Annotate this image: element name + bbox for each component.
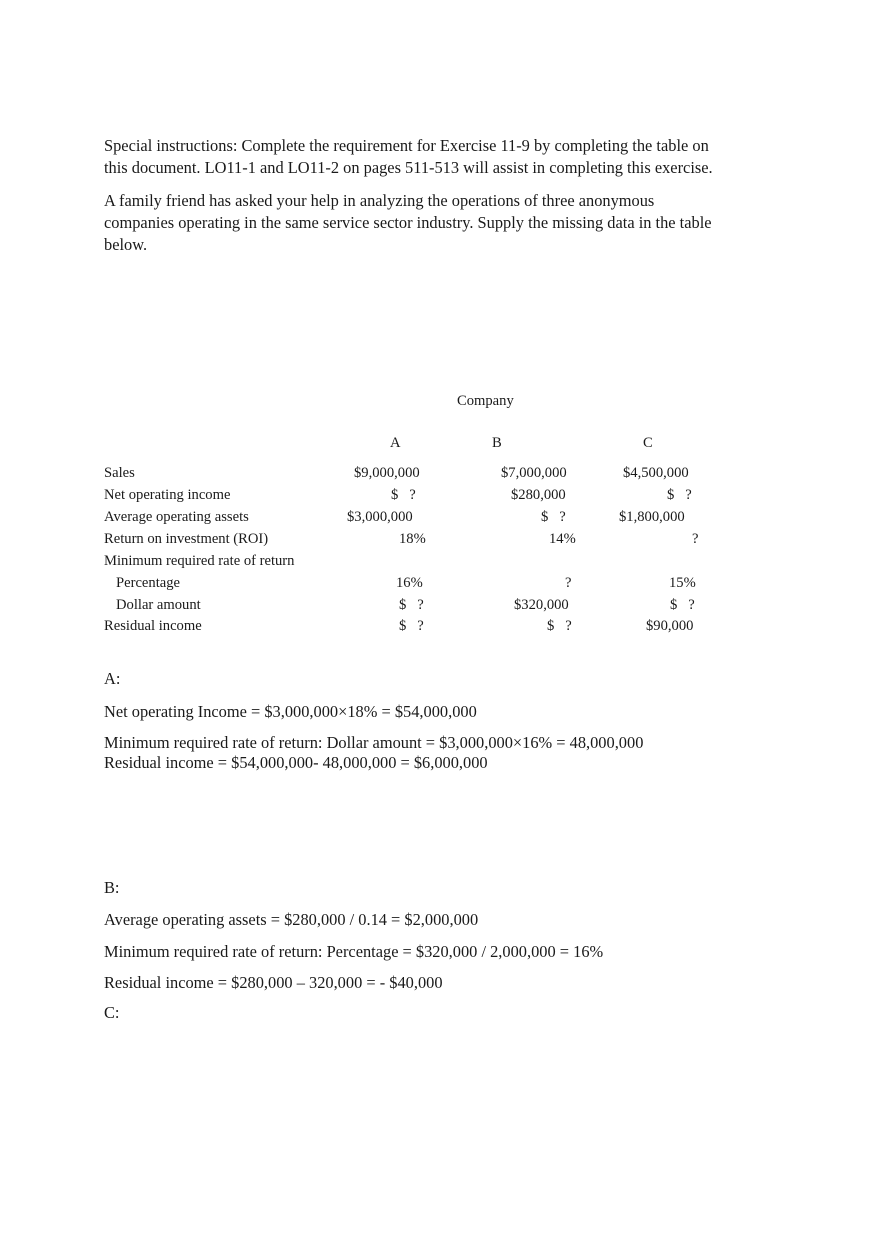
cell-a: 16%	[396, 575, 423, 591]
column-header-c: C	[643, 435, 653, 451]
instructions-line-2: this document. LO11-1 and LO11-2 on pages 511-513 will assist in completing this exercise.	[104, 158, 713, 177]
cell-b: $320,000	[514, 597, 569, 613]
answer-b-line-3: Residual income = $280,000 – 320,000 = - $40,000	[104, 973, 443, 992]
cell-c: $ ?	[670, 597, 695, 613]
intro-paragraph	[104, 190, 784, 256]
cell-b: 14%	[549, 531, 576, 547]
intro-line-3: below.	[104, 235, 148, 254]
answer-b-heading: B:	[104, 878, 120, 897]
answer-c-heading: C:	[104, 1003, 120, 1022]
cell-a: 18%	[399, 531, 426, 547]
row-label: Percentage	[116, 575, 181, 591]
answer-b-line-1: Average operating assets = $280,000 / 0.14 = $2,000,000	[104, 910, 479, 929]
row-label: Net operating income	[104, 487, 231, 503]
row-label: Minimum required rate of return	[104, 553, 295, 569]
cell-b: $280,000	[511, 487, 566, 503]
row-label: Sales	[104, 465, 135, 481]
instructions-line-1: Special instructions: Complete the requirement for Exercise 11-9 by completing the table on	[104, 136, 709, 155]
answer-a-line-1: Net operating Income = $3,000,000×18% = $54,000,000	[104, 702, 477, 721]
row-label: Return on investment (ROI)	[104, 531, 269, 547]
cell-b: $7,000,000	[501, 465, 567, 481]
column-header-a: A	[390, 435, 401, 451]
cell-a: $3,000,000	[347, 509, 413, 525]
answer-a-line-2: Minimum required rate of return: Dollar amount = $3,000,000×16% = 48,000,000	[104, 733, 644, 752]
column-header-b: B	[492, 435, 502, 451]
answer-a-line-3: Residual income = $54,000,000- 48,000,000 = $6,000,000	[104, 753, 488, 772]
intro-line-1: A family friend has asked your help in analyzing the operations of three anonymous	[104, 191, 655, 210]
cell-c: $90,000	[646, 618, 694, 634]
row-label: Average operating assets	[104, 509, 249, 525]
cell-b: $ ?	[541, 509, 566, 525]
intro-line-2: companies operating in the same service sector industry. Supply the missing data in the table	[104, 213, 712, 232]
cell-b: $ ?	[547, 618, 572, 634]
cell-c: $4,500,000	[623, 465, 689, 481]
cell-c: ?	[692, 531, 699, 547]
company-header: Company	[457, 393, 514, 409]
cell-a: $ ?	[399, 618, 424, 634]
cell-b: ?	[565, 575, 572, 591]
row-label: Dollar amount	[116, 597, 201, 613]
cell-a: $ ?	[399, 597, 424, 613]
special-instructions	[104, 135, 784, 179]
cell-a: $ ?	[391, 487, 416, 503]
cell-a: $9,000,000	[354, 465, 420, 481]
answer-a-heading: A:	[104, 669, 121, 688]
row-label: Residual income	[104, 618, 202, 634]
cell-c: $ ?	[667, 487, 692, 503]
cell-c: 15%	[669, 575, 696, 591]
answer-b-line-2: Minimum required rate of return: Percentage = $320,000 / 2,000,000 = 16%	[104, 942, 604, 961]
cell-c: $1,800,000	[619, 509, 685, 525]
